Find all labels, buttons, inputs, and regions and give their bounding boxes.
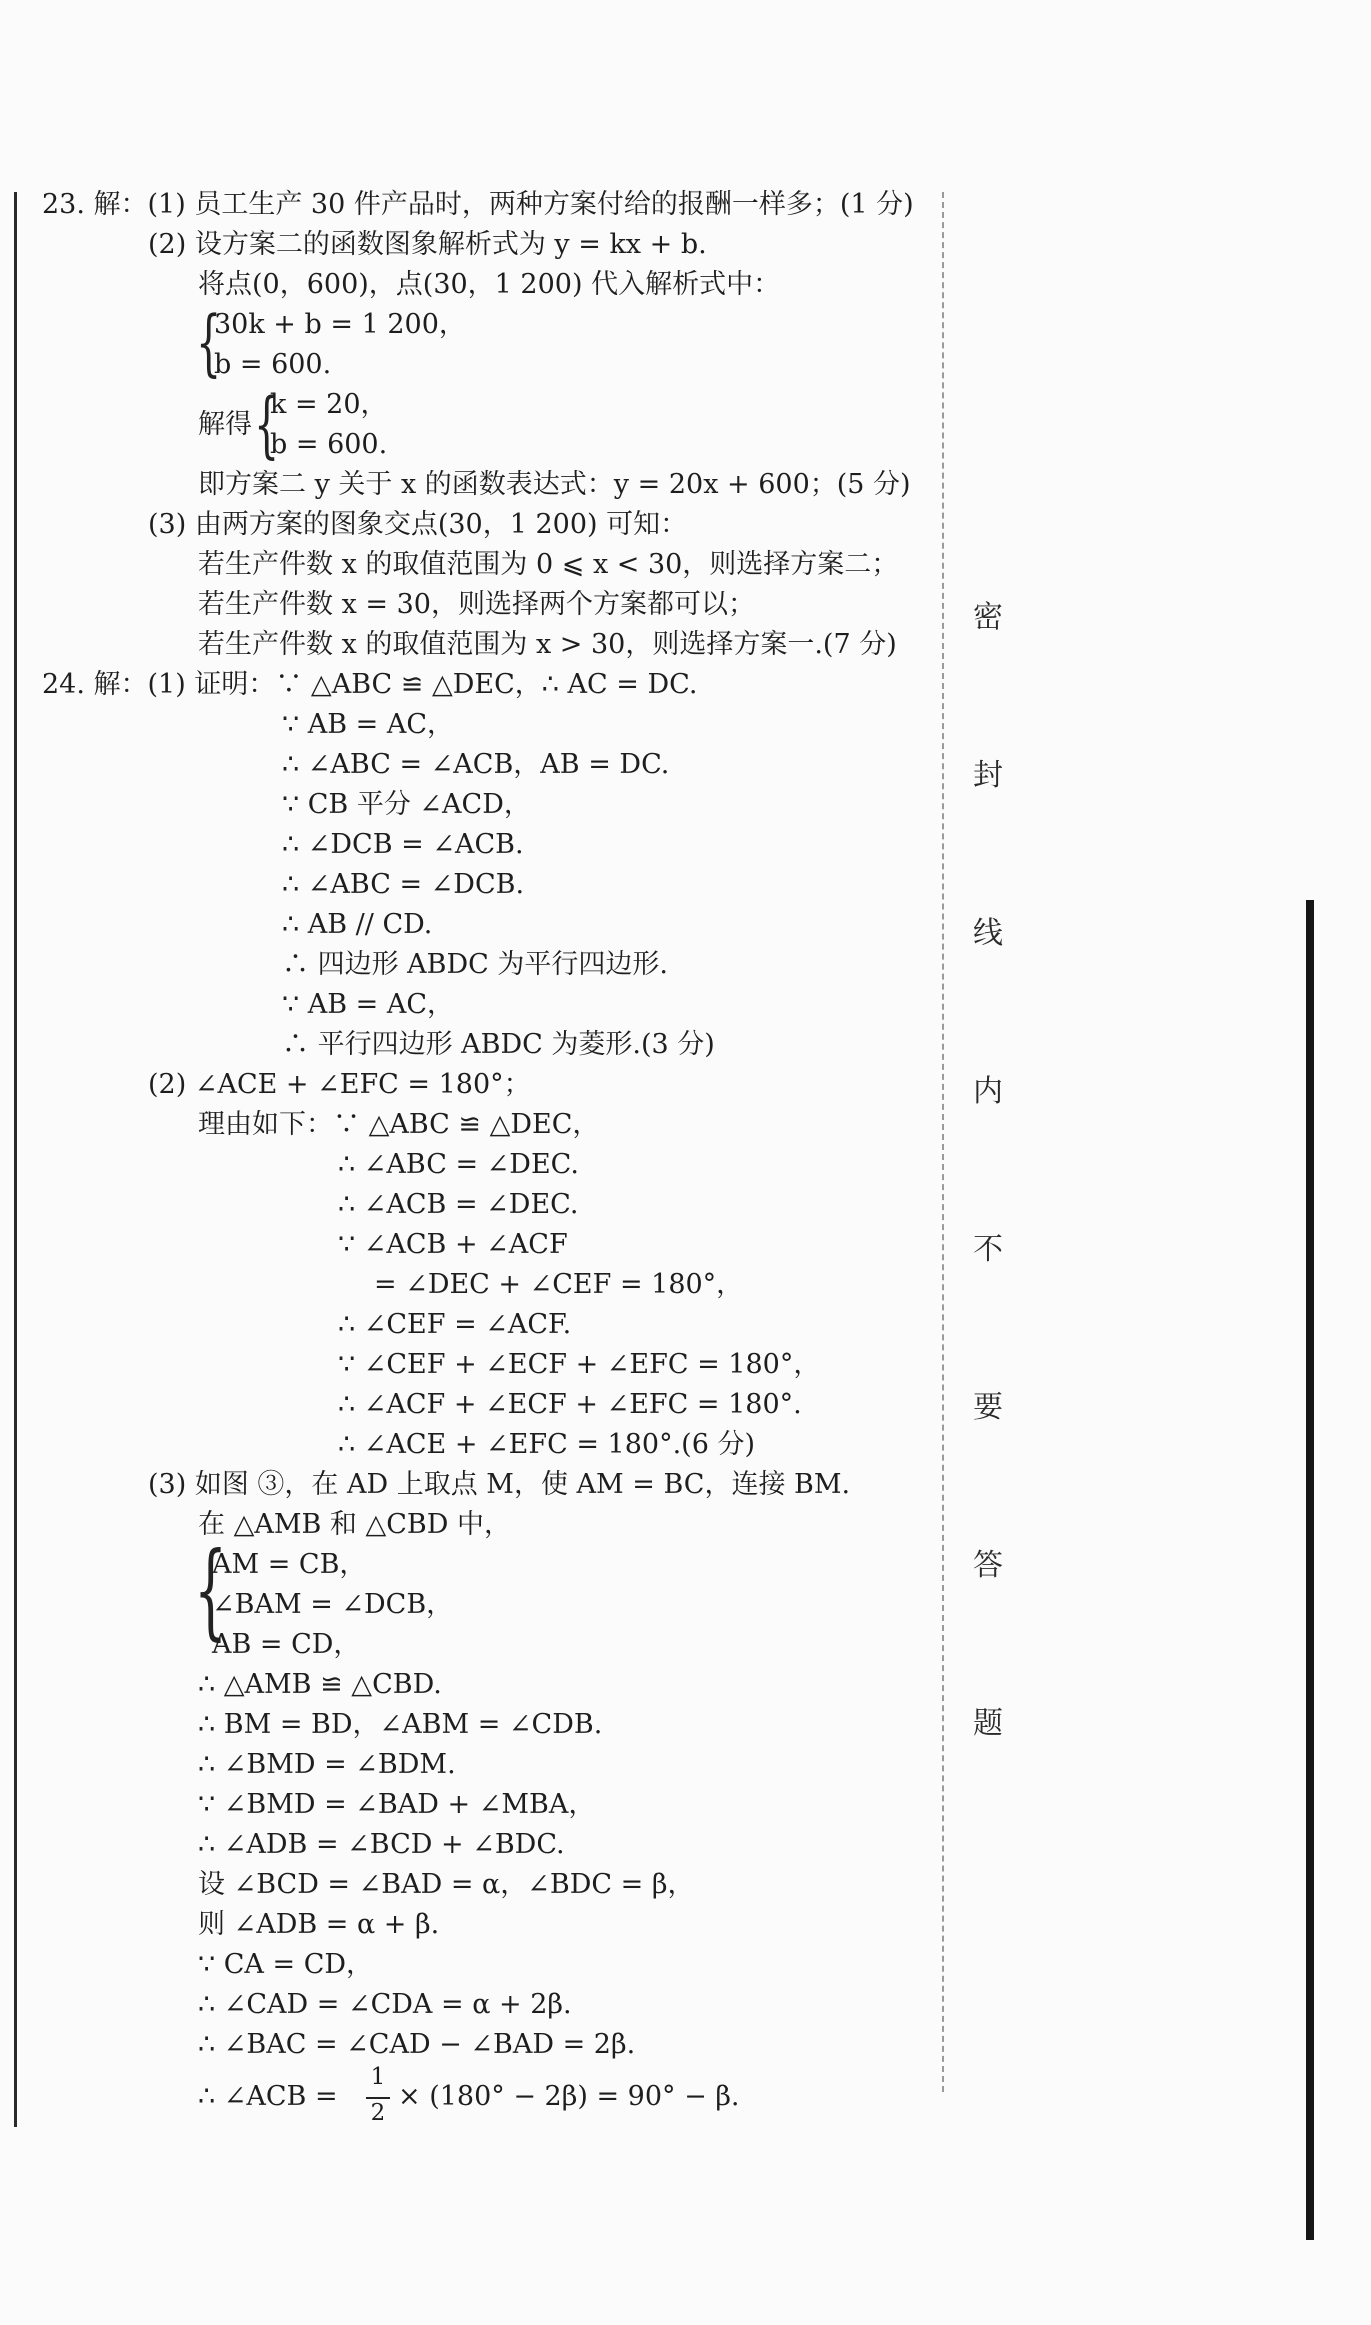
q24-line-7: ∴ AB // CD. [282,909,433,940]
q24-part2-line-10: ∴ ∠ACE + ∠EFC = 180°.(6 分) [338,1429,755,1460]
left-margin-rule [14,192,17,2127]
q24-part3-line-1: (3) 如图 ③，在 AD 上取点 M，使 AM = BC，连接 BM. [148,1469,851,1500]
q24-final-line-prefix: ∴ ∠ACB = [198,2081,338,2112]
q23-solution-1: k = 20， [270,389,388,420]
q24-part3-cond-3: AB = CD， [212,1629,361,1660]
q23-system-eq-1: 30k + b = 1 200， [214,309,466,340]
system-brace-2: { [254,382,280,466]
fraction-numerator: 1 [370,2064,386,2090]
q24-part3-line-12: 则 ∠ADB = α + β. [198,1909,440,1940]
q23-system-eq-2: b = 600. [214,349,332,380]
q24-part2-line-9: ∴ ∠ACF + ∠ECF + ∠EFC = 180°. [338,1389,802,1420]
q24-part2-line-8: ∵ ∠CEF + ∠ECF + ∠EFC = 180°， [338,1349,821,1380]
seal-char-4: 内 [973,1074,1003,1109]
q24-line-3: ∴ ∠ABC = ∠ACB，AB = DC. [282,749,670,780]
q23-line-3: 将点(0，600)，点(30，1 200) 代入解析式中： [198,269,781,300]
q24-part3-line-6: ∴ △AMB ≌ △CBD. [198,1669,442,1700]
seal-dashed-line [942,192,944,2092]
q23-line-1: 23. 解：(1) 员工生产 30 件产品时，两种方案付给的报酬一样多；(1 分) [42,189,914,220]
q24-part3-line-7: ∴ BM = BD，∠ABM = ∠CDB. [198,1709,603,1740]
q23-line-2: (2) 设方案二的函数图象解析式为 y = kx + b. [148,229,707,260]
system-brace-3: { [194,1529,228,1651]
seal-char-5: 不 [973,1232,1003,1267]
q24-part3-line-9: ∵ ∠BMD = ∠BAD + ∠MBA， [198,1789,596,1820]
q24-part2-line-6: = ∠DEC + ∠CEF = 180°， [374,1269,744,1300]
q24-part3-line-8: ∴ ∠BMD = ∠BDM. [198,1749,456,1780]
q24-part2-line-3: ∴ ∠ABC = ∠DEC. [338,1149,579,1180]
seal-char-1: 密 [973,600,1003,635]
q23-line-12: 若生产件数 x 的取值范围为 x > 30，则选择方案一.(7 分) [198,629,897,660]
q23-line-8: 即方案二 y 关于 x 的函数表达式：y = 20x + 600；(5 分) [198,469,911,500]
seal-char-7: 答 [973,1548,1003,1583]
q24-part3-line-14: ∴ ∠CAD = ∠CDA = α + 2β. [198,1989,572,2020]
q24-line-5: ∴ ∠DCB = ∠ACB. [282,829,524,860]
seal-char-2: 封 [973,758,1003,793]
q24-line-2: ∵ AB = AC， [282,709,455,740]
seal-char-6: 要 [973,1390,1003,1425]
q24-line-10: ∴ 平行四边形 ABDC 为菱形.(3 分) [282,1029,715,1060]
q24-part3-line-2: 在 △AMB 和 △CBD 中， [198,1509,511,1540]
q23-line-9: (3) 由两方案的图象交点(30，1 200) 可知： [148,509,688,540]
q24-line-8: ∴ 四边形 ABDC 为平行四边形. [282,949,668,980]
q24-line-6: ∴ ∠ABC = ∠DCB. [282,869,525,900]
q24-part3-line-13: ∵ CA = CD， [198,1949,374,1980]
q24-part3-line-15: ∴ ∠BAC = ∠CAD − ∠BAD = 2β. [198,2029,636,2060]
seal-char-3: 线 [973,916,1003,951]
q24-part3-line-11: 设 ∠BCD = ∠BAD = α，∠BDC = β， [198,1869,695,1900]
q24-final-line-suffix: × (180° − 2β) = 90° − β. [398,2081,740,2112]
q24-line-4: ∵ CB 平分 ∠ACD， [282,789,531,820]
q24-part3-cond-2: ∠BAM = ∠DCB， [212,1589,454,1620]
fraction-denominator: 2 [370,2100,386,2126]
q24-part2-line-5: ∵ ∠ACB + ∠ACF [338,1229,568,1260]
q24-line-9: ∵ AB = AC， [282,989,455,1020]
q24-part2-line-7: ∴ ∠CEF = ∠ACF. [338,1309,572,1340]
q24-line-1: 24. 解：(1) 证明：∵ △ABC ≌ △DEC，∴ AC = DC. [42,669,698,700]
q24-part3-cond-1: AM = CB， [212,1549,367,1580]
system-brace-1: { [196,300,222,384]
q23-solution-2: b = 600. [270,429,388,460]
q23-line-10: 若生产件数 x 的取值范围为 0 ⩽ x < 30，则选择方案二； [198,549,899,580]
q24-part2-line-1: (2) ∠ACE + ∠EFC = 180°； [148,1069,531,1100]
q24-part3-line-10: ∴ ∠ADB = ∠BCD + ∠BDC. [198,1829,565,1860]
fraction-bar [366,2097,390,2099]
page-edge-shadow [1306,900,1314,2240]
q24-part2-line-4: ∴ ∠ACB = ∠DEC. [338,1189,579,1220]
q23-solve-label: 解得 [198,409,252,440]
seal-char-8: 题 [973,1706,1003,1741]
q23-line-11: 若生产件数 x = 30，则选择两个方案都可以； [198,589,755,620]
q24-part2-line-2: 理由如下：∵ △ABC ≌ △DEC， [198,1109,600,1140]
